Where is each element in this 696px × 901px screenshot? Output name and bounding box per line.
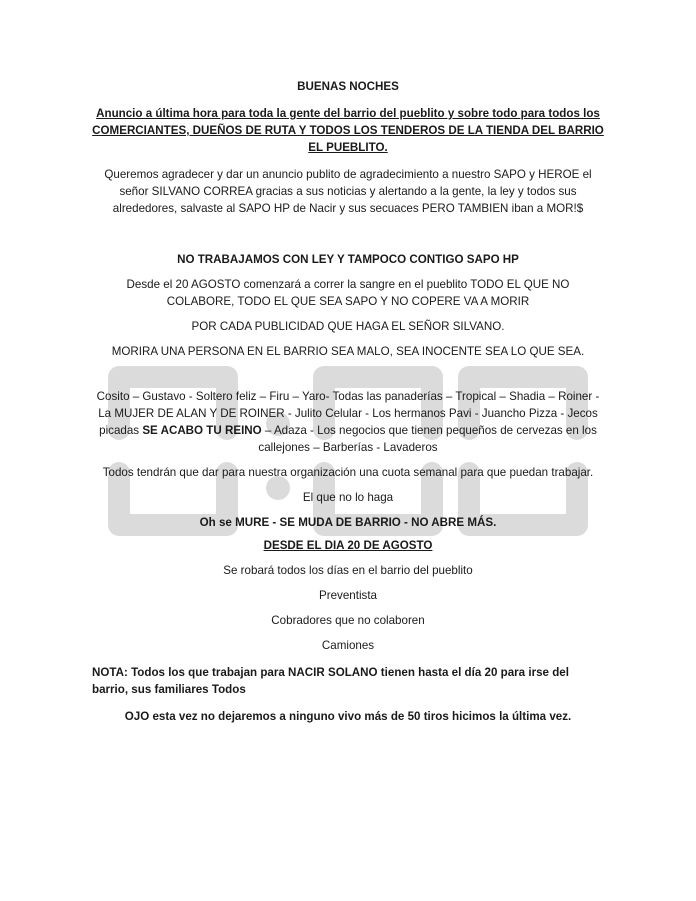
thanks-paragraph: Queremos agradecer y dar un anuncio publito de agradecimiento a nuestro SAPO y HEROE el señor SILVANO CORREA gracias a sus noticias y alertando a la gente, la ley y todos sus alrededores, salvaste al SAPO HP de Nacir y sus secuaces PERO TAMBIEN iban a MOR!$ — [104, 168, 592, 215]
rob-line: Se robará todos los días en el barrio del pueblito — [223, 564, 473, 577]
date-line: DESDE EL DIA 20 DE AGOSTO — [263, 539, 433, 552]
quota-line: Todos tendrán que dar para nuestra organización una cuota semanal para que puedan trabajar. — [102, 466, 594, 479]
death-line: MORIRA UNA PERSONA EN EL BARRIO SEA MALO, SEA INOCENTE SEA LO QUE SEA. — [111, 345, 585, 358]
publicity-line: POR CADA PUBLICIDAD QUE HAGA EL SEÑOR SILVANO. — [191, 320, 505, 333]
names-list-text-2: – Adaza - Los negocios que tienen pequeños de cervezas en los callejones – Barberías - Lavaderos — [258, 424, 597, 454]
letter-body — [92, 78, 604, 725]
note-paragraph: NOTA: Todos los que trabajan para NACIR SOLANO tienen hasta el día 20 para irse del barrio, sus familiares Todos — [92, 666, 569, 696]
names-list-bold: SE ACABO TU REINO — [142, 424, 262, 437]
target-item: Cobradores que no colaboren — [271, 614, 425, 627]
warning-paragraph: Desde el 20 AGOSTO comenzará a correr la sangre en el pueblito TODO EL QUE NO COLABORE, TODO EL QUE SEA SAPO Y NO COPERE VA A MORIR — [126, 278, 570, 308]
target-item: Camiones — [321, 639, 375, 652]
target-item: Preventista — [319, 589, 377, 602]
announcement-paragraph: Anuncio a última hora para toda la gente del barrio del pueblito y sobre todo para todos los COMERCIANTES, DUEÑOS DE RUTA Y TODOS LOS TENDEROS DE LA TIENDA DEL BARRIO EL PUEBLITO. — [92, 107, 604, 154]
threat-line: Oh se MURE - SE MUDA DE BARRIO - NO ABRE MÁS. — [199, 516, 497, 529]
no-compliance-line: El que no lo haga — [302, 491, 394, 504]
section-title: NO TRABAJAMOS CON LEY Y TAMPOCO CONTIGO SAPO HP — [177, 253, 519, 266]
names-list-paragraph — [92, 388, 604, 456]
greeting-heading: BUENAS NOCHES — [297, 80, 399, 93]
final-warning: OJO esta vez no dejaremos a ninguno vivo más de 50 tiros hicimos la última vez. — [124, 710, 572, 723]
names-list-text-1: Cosito – Gustavo - Soltero feliz – Firu – Yaro- Todas las panaderías – Tropical – Shadia – Roiner - La MUJER DE ALAN Y DE ROINER - Julito Celular - Los hermanos Pavi - Juancho Pizza - Jecos picadas — [96, 390, 600, 437]
